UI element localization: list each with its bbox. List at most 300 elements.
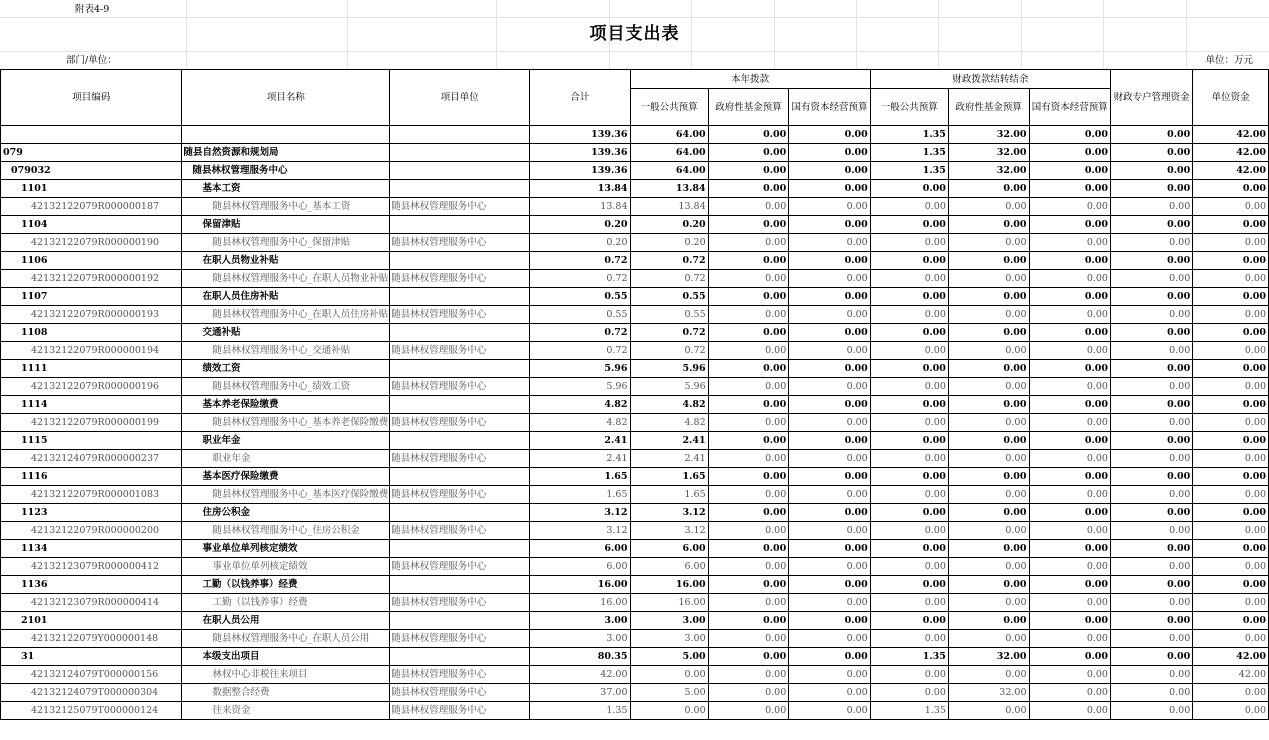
row-value: 16.00 [630,594,708,612]
row-value: 0.00 [1110,666,1192,684]
row-unit [390,576,530,594]
row-value: 0.00 [708,288,789,306]
row-value: 0.00 [1029,270,1110,288]
row-value: 32.00 [948,144,1029,162]
row-value: 0.00 [870,558,948,576]
row-value: 2.41 [530,450,630,468]
row-unit [390,468,530,486]
row-value: 0.00 [789,396,870,414]
row-value: 0.00 [1029,540,1110,558]
row-unit: 随县林权管理服务中心 [390,684,530,702]
row-value: 0.72 [630,270,708,288]
row-value: 0.00 [1110,234,1192,252]
row-name: 随县林权管理服务中心_绩效工资 [182,378,390,396]
row-value: 0.00 [1029,378,1110,396]
row-value: 0.00 [1029,252,1110,270]
row-value: 64.00 [630,126,708,144]
row-value: 0.00 [1029,468,1110,486]
table-row [1,702,1269,720]
row-name: 在职人员公用 [182,612,390,630]
row-value: 0.00 [708,270,789,288]
table-row [1,252,1269,270]
row-value: 42.00 [1193,648,1269,666]
row-value: 0.72 [530,252,630,270]
row-unit [390,540,530,558]
row-unit: 随县林权管理服务中心 [390,450,530,468]
row-value: 0.00 [948,468,1029,486]
row-value: 3.12 [630,522,708,540]
row-name: 随县林权管理服务中心_在职人员物业补贴 [182,270,390,288]
row-value: 0.00 [708,702,789,720]
row-unit [390,126,530,144]
row-value: 4.82 [630,414,708,432]
table-row [1,450,1269,468]
row-unit: 随县林权管理服务中心 [390,558,530,576]
row-value: 0.00 [1110,486,1192,504]
row-value: 0.00 [1029,594,1110,612]
row-unit: 随县林权管理服务中心 [390,234,530,252]
row-code: 42132123079R000000414 [1,594,182,612]
table-row [1,468,1269,486]
row-value: 0.00 [789,522,870,540]
table-row [1,648,1269,666]
row-value: 0.00 [1110,342,1192,360]
row-value: 0.00 [1110,684,1192,702]
row-name: 随县林权管理服务中心_在职人员公用 [182,630,390,648]
row-value: 0.00 [708,594,789,612]
row-unit [390,396,530,414]
row-value: 0.00 [870,630,948,648]
row-value: 0.00 [1029,684,1110,702]
row-value: 0.00 [708,144,789,162]
row-value: 0.00 [708,360,789,378]
row-value: 0.00 [789,576,870,594]
table-row [1,342,1269,360]
row-value: 0.00 [1110,504,1192,522]
row-unit [390,360,530,378]
row-value: 0.00 [1110,198,1192,216]
row-value: 0.00 [1110,396,1192,414]
department-label: 部门/单位： [66,55,117,66]
row-name: 保留津贴 [182,216,390,234]
row-value: 0.00 [1193,612,1269,630]
row-value: 1.35 [870,126,948,144]
row-value: 1.65 [530,486,630,504]
row-value: 0.00 [708,630,789,648]
row-value: 0.00 [870,216,948,234]
row-unit: 随县林权管理服务中心 [390,342,530,360]
row-code: 42132122079R000000199 [1,414,182,432]
row-value: 1.35 [870,702,948,720]
row-code: 2101 [1,612,182,630]
table-row [1,594,1269,612]
row-value: 0.00 [870,432,948,450]
row-value: 0.00 [1193,306,1269,324]
row-value: 4.82 [530,414,630,432]
row-value: 0.00 [1029,324,1110,342]
row-unit [390,504,530,522]
row-code: 1107 [1,288,182,306]
row-value: 42.00 [1193,162,1269,180]
project-expense-table [0,69,1269,720]
row-value: 0.00 [948,342,1029,360]
row-code: 1136 [1,576,182,594]
row-value: 0.00 [789,684,870,702]
col-header-total: 合计 [530,70,630,126]
row-name: 职业年金 [182,450,390,468]
row-unit: 随县林权管理服务中心 [390,306,530,324]
table-row [1,324,1269,342]
row-unit [390,144,530,162]
row-value: 0.00 [708,162,789,180]
row-name: 在职人员住房补贴 [182,288,390,306]
row-name: 事业单位单列核定绩效 [182,540,390,558]
row-value: 42.00 [530,666,630,684]
row-value: 139.36 [530,144,630,162]
row-value: 0.00 [1193,414,1269,432]
row-unit [390,180,530,198]
row-code: 1115 [1,432,182,450]
row-value: 0.00 [1029,180,1110,198]
row-value: 0.00 [870,324,948,342]
row-value: 0.00 [708,558,789,576]
table-row [1,180,1269,198]
row-value: 0.00 [708,504,789,522]
row-value: 80.35 [530,648,630,666]
row-value: 0.00 [1193,180,1269,198]
row-value: 0.00 [789,252,870,270]
row-value: 0.00 [870,342,948,360]
row-unit [390,162,530,180]
row-value: 0.00 [1110,522,1192,540]
row-value: 0.00 [870,468,948,486]
row-value: 1.35 [870,144,948,162]
row-value: 0.00 [870,612,948,630]
row-value: 0.00 [1110,630,1192,648]
table-row [1,198,1269,216]
row-value: 0.00 [708,198,789,216]
row-code: 42132124079T000000156 [1,666,182,684]
table-row [1,684,1269,702]
row-value: 0.00 [948,450,1029,468]
table-row [1,576,1269,594]
row-value: 0.00 [1110,414,1192,432]
row-value: 0.00 [789,648,870,666]
row-value: 0.00 [948,432,1029,450]
row-value: 0.00 [948,252,1029,270]
row-code: 31 [1,648,182,666]
table-row [1,360,1269,378]
row-code: 1108 [1,324,182,342]
row-value: 0.00 [1110,162,1192,180]
row-value: 0.00 [1193,324,1269,342]
row-value: 0.00 [1110,558,1192,576]
row-value: 139.36 [530,126,630,144]
row-value: 6.00 [630,558,708,576]
row-value: 0.00 [1029,504,1110,522]
row-value: 0.00 [708,414,789,432]
row-name: 往来资金 [182,702,390,720]
row-name: 随县林权管理服务中心_在职人员住房补贴 [182,306,390,324]
row-unit [390,252,530,270]
row-value: 0.00 [789,486,870,504]
row-value: 0.00 [1193,558,1269,576]
row-name: 工勤（以钱养事）经费 [182,576,390,594]
row-value: 0.00 [708,666,789,684]
row-value: 0.00 [1029,144,1110,162]
row-value: 5.96 [630,360,708,378]
row-value: 0.00 [948,504,1029,522]
row-value: 0.00 [1110,126,1192,144]
row-name: 事业单位单列核定绩效 [182,558,390,576]
row-unit: 随县林权管理服务中心 [390,702,530,720]
row-value: 5.00 [630,684,708,702]
table-row [1,396,1269,414]
row-value: 5.96 [530,378,630,396]
row-value: 13.84 [630,180,708,198]
row-value: 0.00 [1193,576,1269,594]
row-value: 0.00 [948,540,1029,558]
row-value: 0.00 [948,396,1029,414]
row-value: 0.00 [870,234,948,252]
row-value: 0.00 [870,360,948,378]
row-value: 0.00 [870,270,948,288]
unit-label: 单位：万元 [1205,55,1253,66]
row-value: 3.00 [630,612,708,630]
row-value: 0.00 [708,648,789,666]
row-unit [390,432,530,450]
row-value: 0.00 [1193,540,1269,558]
row-value: 0.00 [948,324,1029,342]
row-value: 0.00 [789,180,870,198]
row-value: 0.00 [630,666,708,684]
row-value: 0.00 [789,630,870,648]
row-value: 0.00 [1110,270,1192,288]
row-value: 0.00 [1110,612,1192,630]
row-value: 0.00 [870,252,948,270]
row-value: 0.00 [789,702,870,720]
row-value: 0.00 [708,576,789,594]
row-value: 0.00 [1110,324,1192,342]
row-value: 16.00 [530,594,630,612]
row-code: 42132122079R000000190 [1,234,182,252]
row-value: 0.00 [1029,360,1110,378]
table-row [1,432,1269,450]
row-value: 0.00 [1110,288,1192,306]
row-value: 0.20 [630,234,708,252]
row-value: 0.00 [708,378,789,396]
table-row [1,522,1269,540]
row-value: 0.00 [1029,198,1110,216]
row-value: 3.00 [630,630,708,648]
row-value: 0.72 [630,324,708,342]
row-code: 1114 [1,396,182,414]
row-unit: 随县林权管理服务中心 [390,270,530,288]
row-value: 0.00 [1029,630,1110,648]
row-code: 42132122079R000000192 [1,270,182,288]
row-value: 1.35 [870,648,948,666]
row-value: 4.82 [630,396,708,414]
row-value: 0.00 [1029,450,1110,468]
row-code: 42132122079R000000200 [1,522,182,540]
row-unit: 随县林权管理服务中心 [390,486,530,504]
row-value: 42.00 [1193,126,1269,144]
row-value: 0.72 [530,324,630,342]
row-value: 0.00 [1029,396,1110,414]
col-header-general-budget: 一般公共预算 [630,89,708,126]
row-value: 0.00 [948,630,1029,648]
row-value: 0.00 [870,594,948,612]
row-unit: 随县林权管理服务中心 [390,198,530,216]
row-code: 42132122079Y000000148 [1,630,182,648]
col-header-general-budget-carry: 一般公共预算 [870,89,948,126]
row-value: 0.00 [870,540,948,558]
row-value: 0.00 [1193,432,1269,450]
row-value: 0.00 [1110,306,1192,324]
table-row [1,486,1269,504]
col-header-state-capital-carry: 国有资本经营预算 [1029,89,1110,126]
row-value: 0.00 [789,126,870,144]
col-header-gov-fund-carry: 政府性基金预算 [948,89,1029,126]
row-value: 0.00 [1110,702,1192,720]
row-value: 0.00 [708,486,789,504]
row-value: 0.20 [630,216,708,234]
row-name: 基本工资 [182,180,390,198]
row-value: 0.00 [1193,216,1269,234]
row-value: 0.00 [1029,702,1110,720]
row-value: 0.00 [1110,216,1192,234]
row-name: 随县林权管理服务中心_保留津贴 [182,234,390,252]
row-value: 0.00 [708,234,789,252]
col-group-current-year: 本年拨款 [630,70,870,89]
row-value: 0.00 [1029,486,1110,504]
row-value: 37.00 [530,684,630,702]
row-code: 1104 [1,216,182,234]
row-value: 5.00 [630,648,708,666]
row-value: 0.00 [1029,288,1110,306]
row-value: 0.00 [870,306,948,324]
table-row [1,162,1269,180]
row-value: 0.00 [1193,252,1269,270]
row-name: 林权中心非税往来项目 [182,666,390,684]
row-value: 16.00 [630,576,708,594]
row-value: 0.00 [1110,432,1192,450]
row-value: 0.00 [870,684,948,702]
row-value: 0.55 [530,288,630,306]
row-value: 0.00 [708,252,789,270]
row-name: 随县林权管理服务中心_交通补贴 [182,342,390,360]
table-body [1,126,1269,720]
row-value: 0.00 [1029,576,1110,594]
grid-line [0,51,1269,52]
row-name: 职业年金 [182,432,390,450]
col-header-name: 项目名称 [182,70,390,126]
row-value: 0.00 [948,216,1029,234]
table-row [1,216,1269,234]
row-value: 0.00 [1029,216,1110,234]
row-value: 1.65 [630,486,708,504]
row-value: 0.00 [789,198,870,216]
row-value: 0.00 [1110,648,1192,666]
row-value: 0.00 [708,432,789,450]
row-value: 0.55 [630,288,708,306]
row-value: 0.00 [1193,270,1269,288]
row-unit: 随县林权管理服务中心 [390,594,530,612]
row-value: 0.00 [1193,522,1269,540]
row-name: 随县林权管理服务中心_基本医疗保险缴费 [182,486,390,504]
row-value: 2.41 [630,432,708,450]
table-row [1,378,1269,396]
row-unit [390,324,530,342]
row-value: 2.41 [530,432,630,450]
page-title: 项目支出表 [589,24,680,44]
row-value: 0.00 [789,450,870,468]
row-value: 13.84 [530,180,630,198]
row-value: 0.72 [630,342,708,360]
row-name: 数据整合经费 [182,684,390,702]
row-name: 随县自然资源和规划局 [182,144,390,162]
row-code [1,126,182,144]
table-row [1,270,1269,288]
row-value: 16.00 [530,576,630,594]
row-value: 0.00 [1029,126,1110,144]
row-value: 3.00 [530,612,630,630]
row-value: 0.72 [530,342,630,360]
row-value: 0.00 [1110,180,1192,198]
row-value: 3.12 [630,504,708,522]
row-unit: 随县林权管理服务中心 [390,522,530,540]
row-value: 0.00 [708,324,789,342]
row-value: 13.84 [530,198,630,216]
row-value: 0.00 [870,450,948,468]
row-value: 0.00 [630,702,708,720]
col-header-state-capital: 国有资本经营预算 [789,89,870,126]
row-value: 42.00 [1193,144,1269,162]
row-value: 0.00 [708,468,789,486]
row-code: 42132122079R000000193 [1,306,182,324]
row-value: 0.00 [789,144,870,162]
row-value: 0.00 [708,540,789,558]
row-code: 079 [1,144,182,162]
row-value: 0.00 [708,396,789,414]
row-name: 绩效工资 [182,360,390,378]
row-value: 0.00 [789,504,870,522]
row-name: 住房公积金 [182,504,390,522]
row-value: 5.96 [630,378,708,396]
row-value: 0.00 [789,360,870,378]
row-value: 0.00 [1110,540,1192,558]
row-value: 0.72 [530,270,630,288]
col-header-gov-fund: 政府性基金预算 [708,89,789,126]
row-value: 0.00 [1193,486,1269,504]
row-code: 079032 [1,162,182,180]
row-value: 0.00 [1029,666,1110,684]
row-value: 0.00 [1193,684,1269,702]
row-unit [390,288,530,306]
row-value: 0.00 [870,288,948,306]
appendix-note: 附表4-9 [75,4,110,15]
row-code: 1106 [1,252,182,270]
row-value: 0.00 [870,486,948,504]
table-row [1,306,1269,324]
row-name: 本级支出项目 [182,648,390,666]
row-value: 0.00 [1029,162,1110,180]
row-value: 0.00 [1193,198,1269,216]
table-row [1,612,1269,630]
row-value: 0.00 [1110,594,1192,612]
row-value: 0.00 [789,594,870,612]
row-value: 0.20 [530,216,630,234]
